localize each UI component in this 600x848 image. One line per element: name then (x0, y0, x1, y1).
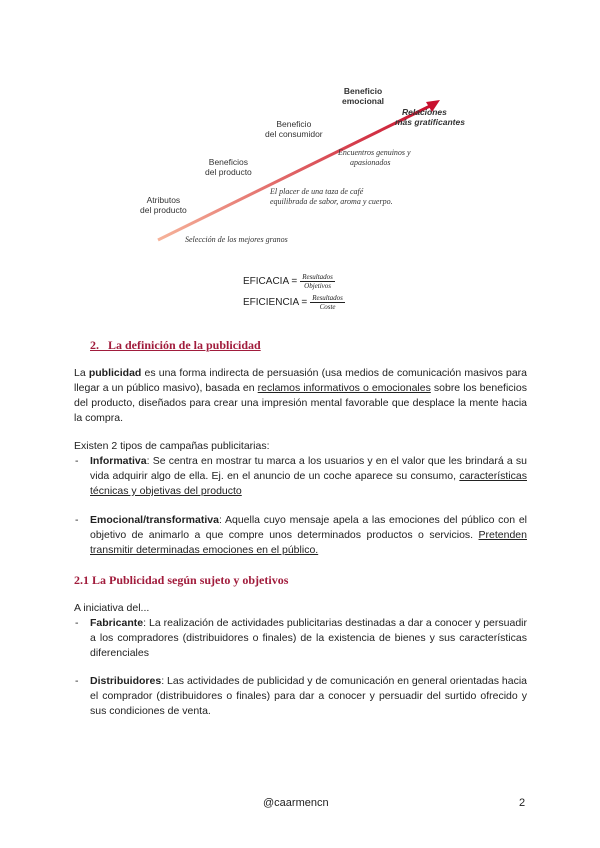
formula-eficacia (243, 273, 335, 290)
fraction-denominator: Coste (319, 303, 336, 311)
iniciativa-intro: A iniciativa del... (74, 602, 150, 614)
bullet-dash: - (75, 617, 79, 629)
list-item-emocional: - Emocional/transformativa: Aquella cuyo mensaje apela a las emociones del público con el objetivo de animarlo a que compre unos determinados productos o servicios. Pretenden transmitir determinadas emociones en el público. (75, 514, 527, 556)
ladder-arrow (130, 78, 480, 258)
definition-paragraph: La publicidad es una forma indirecta de persuasión (usa medios de comunicación masivos para llegar a un público masivo), basada en reclamos informativos o emocionales sobre los beneficios del producto, diseñados para crear una impresión mental favorable que desplace la mente hacia la compra. (74, 367, 527, 424)
level-beneficios-producto: Beneficios del producto (205, 157, 252, 177)
fraction-denominator: Objetivos (304, 282, 331, 290)
fraction-numerator: Resultados (312, 294, 343, 302)
formula-eficiencia (243, 294, 345, 311)
level-beneficio-emocional: Beneficio emocional (342, 86, 385, 106)
list-item-fabricante: - Fabricante: La realización de actividades publicitarias destinadas a dar a conocer y persuadir a los compradores (distribuidores o finales) de la existencia de bienes y sus características diferenciales (75, 617, 527, 659)
bullet-dash: - (75, 675, 79, 687)
note-relaciones-1: Relaciones (402, 107, 447, 117)
page-number: 2 (519, 797, 526, 809)
note-placer-2: equilibrada de sabor, aroma y cuerpo. (270, 197, 393, 206)
fraction (300, 273, 335, 290)
fraction (310, 294, 345, 311)
definition-underlined: reclamos informativos o emocionales (257, 382, 431, 394)
bullet-dash: - (75, 514, 79, 526)
bullet-dash: - (75, 455, 79, 467)
note-placer-1: El placer de una taza de café (270, 187, 364, 196)
formula-eficacia-label: EFICACIA = (243, 276, 298, 287)
note-encuentros-2: apasionados (350, 158, 391, 167)
level-beneficio-consumidor: Beneficio del consumidor (265, 119, 323, 139)
fraction-numerator: Resultados (302, 273, 333, 281)
note-relaciones-2: más gratificantes (395, 117, 465, 127)
footer-handle: @caarmencn (263, 797, 329, 809)
section-heading-sujeto-objetivos: 2.1 La Publicidad según sujeto y objetivos (74, 573, 289, 587)
level-atributos: Atributos del producto (140, 195, 187, 215)
list-item-informativa: - Informativa: Se centra en mostrar tu marca a los usuarios y en el valor que les brindará a su vida adquirir algo de ella. Ej. en el anuncio de un coche aparece su consumo, características técnicas y objetivas del producto (75, 455, 527, 497)
note-granos: Selección de los mejores granos (185, 235, 288, 244)
list-item-distribuidores: - Distribuidores: Las actividades de publicidad y de comunicación en general orientadas hacia el comprador (distribuidores o finales) para dar a conocer y persuadir del surtido ofrecido y sus condiciones de venta. (75, 675, 527, 717)
section-heading-definicion: 2. La definición de la publicidad (90, 338, 261, 352)
types-intro: Existen 2 tipos de campañas publicitarias: (74, 440, 270, 452)
value-ladder-diagram (130, 78, 480, 258)
note-encuentros-1: Encuentros genuinos y (338, 148, 411, 157)
formula-eficiencia-label: EFICIENCIA = (243, 297, 308, 308)
